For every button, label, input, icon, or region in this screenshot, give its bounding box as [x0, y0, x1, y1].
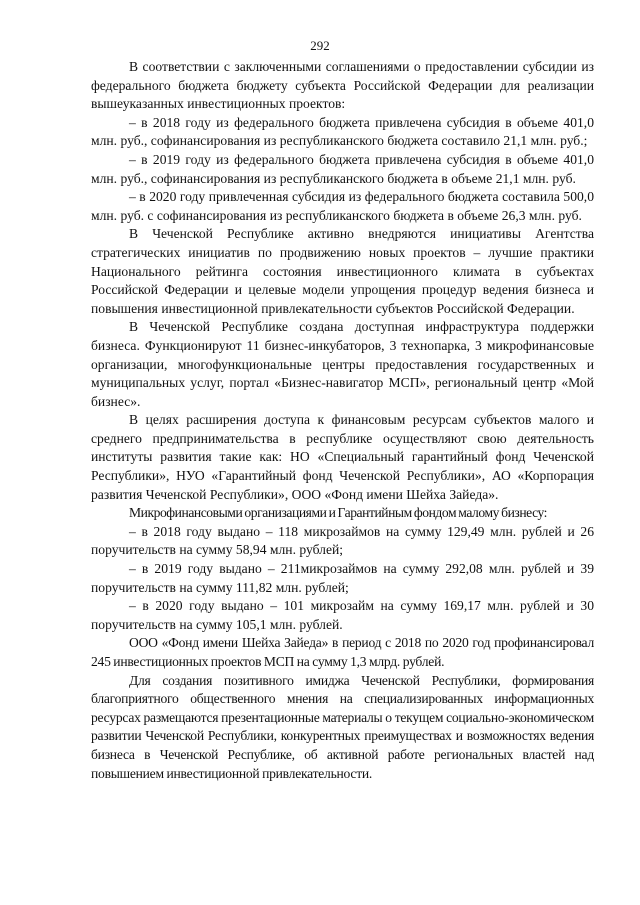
- paragraph-image-promotion: Для создания позитивного имиджа Чеченской Республики, формирования благоприятного общественного мнения на специализированных информационных ресурсах размещаются презентационные материалы о текущем социально-экономическом развитии Чеченской Республики, конкурентных преимуществах и возможностях ведения бизнеса в Чеченской Республике, об активной работе региональных властей над повышением инвестиционной привлекательности.: [91, 672, 594, 781]
- paragraph-microloans-2018: – в 2018 году выдано – 118 микрозаймов на сумму 129,49 млн. рублей и 26 поручительств на сумму 58,94 млн. рублей;: [91, 523, 594, 558]
- paragraph-subsidy-intro: В соответствии с заключенными соглашениями о предоставлении субсидии из федерального бюджета бюджету субъекта Российской Федерации для реализации вышеуказанных инвестиционных проектов:: [91, 59, 594, 112]
- paragraph-subsidy-2019: – в 2019 году из федерального бюджета привлечена субсидия в объеме 401,0 млн. руб., софинансирования из республиканского бюджета в объеме 21,1 млн. руб.: [91, 151, 594, 186]
- paragraph-subsidy-2020: – в 2020 году привлеченная субсидия из федерального бюджета составила 500,0 млн. руб. с софинансирования из республиканского бюджета в объеме 26,3 млн. руб.: [91, 189, 594, 223]
- paragraph-microloans-2020: – в 2020 году выдано – 101 микрозайм на сумму 169,17 млн. рублей и 30 поручительств на сумму 105,1 млн. рублей.: [91, 598, 594, 632]
- document-body: [91, 58, 594, 783]
- paragraph-microloans-2019: – в 2019 году выдано – 211микрозаймов на сумму 292,08 млн. рублей и 39 поручительств на сумму 111,82 млн. рублей;: [91, 561, 594, 595]
- paragraph-microfinance-intro: Микрофинансовыми организациями и Гарантийным фондом малому бизнесу:: [129, 505, 547, 521]
- paragraph-subsidy-2018: – в 2018 году из федерального бюджета привлечена субсидия в объеме 401,0 млн. руб., софинансирования из республиканского бюджета составило 21,1 млн. руб.;: [91, 114, 594, 149]
- paragraph-asi-initiatives: В Чеченской Республике активно внедряются инициативы Агентства стратегических инициатив по продвижению новых проектов – лучшие практики Национального рейтинга состояния инвестиционного климата в субъектах Российской Федерации и целевые модели упрощения процедур ведения бизнеса и повышения инвестиционной привлекательности субъектов Российской Федерации.: [91, 226, 594, 316]
- paragraph-infrastructure: В Чеченской Республике создана доступная инфраструктура поддержки бизнеса. Функционируют 11 бизнес-инкубаторов, 3 технопарка, 3 микрофинансовые организации, многофункциональные центры предоставления государственных и муниципальных услуг, портал «Бизнес-навигатор МСП», региональный центр «Мой бизнес».: [91, 319, 594, 409]
- page-number: 292: [310, 38, 330, 53]
- paragraph-development-institutions: В целях расширения доступа к финансовым ресурсам субъектов малого и среднего предпринимательства в республике осуществляют свою деятельность институты развития такие как: НО «Специальный гарантийный фонд Чеченской Республики», НУО «Гарантийный фонд Чеченской Республики», АО «Корпорация развития Чеченской Республики», ООО «Фонд имени Шейха Зайеда».: [91, 412, 594, 502]
- paragraph-zayed-fund: ООО «Фонд имени Шейха Зайеда» в период с 2018 по 2020 год профинансировал 245 инвестиционных проектов МСП на сумму 1,3 млрд. рублей.: [91, 635, 594, 669]
